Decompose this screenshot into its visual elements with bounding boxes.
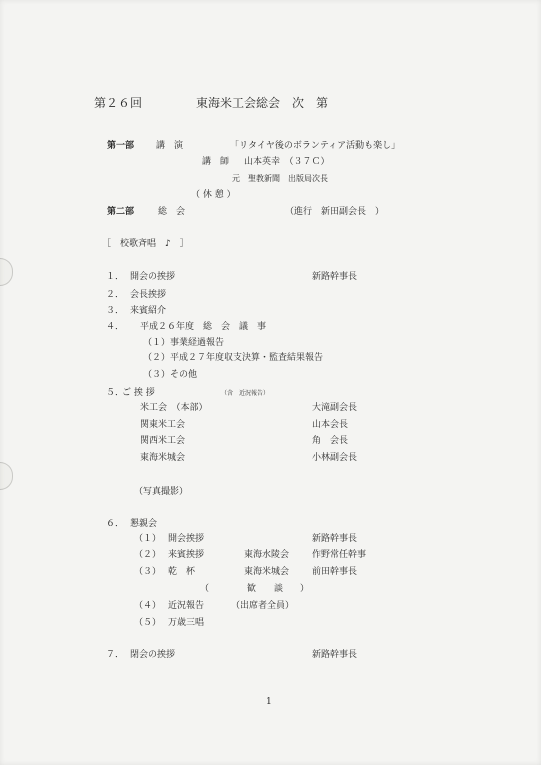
item-5-label: ご 挨 拶	[122, 388, 155, 398]
document-title: 東海米工会総会 次 第	[196, 96, 329, 110]
lecture-title: 「リタイヤ後のボランティア活動も楽し」	[230, 141, 401, 151]
item-1-person: 新路幹事長	[312, 272, 358, 282]
party-label-1: 開会挨拶	[168, 534, 205, 544]
party-num-3: （３）	[134, 567, 162, 577]
item-6-number: ６．	[106, 519, 125, 529]
item-2-number: ２．	[106, 290, 125, 300]
greeting-person-3: 角 会長	[312, 436, 349, 446]
speaker-label: 講 師	[202, 157, 230, 167]
party-label-2: 来賓挨拶	[168, 550, 205, 560]
party-label-3: 乾 杯	[168, 567, 196, 577]
break-note: （ 休 憩 ）	[191, 190, 236, 200]
photo-note: （写真撮影）	[134, 487, 189, 497]
punch-hole-bottom	[0, 462, 13, 490]
part2-kind: 総 会	[158, 207, 186, 217]
part1-kind: 講 演	[156, 141, 184, 151]
party-num-1: （１）	[134, 534, 162, 544]
part2-label: 第二部	[107, 207, 135, 217]
greeting-person-1: 大滝副会長	[312, 403, 358, 413]
kandan-label: 歓 談	[247, 584, 284, 594]
session-number: 第２６回	[94, 96, 143, 110]
party-org-2: 東海水陵会	[244, 550, 290, 560]
party-org-3: 東海米城会	[244, 567, 290, 577]
party-label-4: 近況報告	[168, 601, 205, 611]
speaker-title: 元 聖教新聞 出版局次長	[232, 174, 328, 183]
speaker-name: 山本英幸 （３７Ｃ）	[244, 157, 330, 167]
item-7-number: ７．	[106, 650, 125, 660]
item-3-number: ３．	[106, 306, 125, 316]
party-person-3: 前田幹事長	[312, 567, 358, 577]
kandan-open-paren: （	[200, 584, 210, 594]
kandan-close-paren: ）	[300, 584, 310, 594]
party-note-4: （出席者全員）	[231, 601, 295, 611]
part1-label: 第一部	[107, 141, 135, 151]
greeting-person-4: 小林副会長	[312, 453, 358, 463]
item-5-note: （含 近況報告）	[221, 390, 270, 397]
item-7-person: 新路幹事長	[312, 650, 358, 660]
greeting-org-1: 米工会 （本部）	[140, 403, 208, 413]
item-7-label: 閉会の挨拶	[130, 650, 176, 660]
item-4-label: 平成２６年度 総 会 議 事	[140, 322, 267, 332]
item-3-label: 来賓紹介	[130, 306, 167, 316]
item-4-sub-2: （２）平成２７年度収支決算・監査結果報告	[143, 353, 324, 363]
item-4-sub-1: （１）事業経過報告	[143, 338, 225, 348]
party-num-4: （４）	[134, 601, 162, 611]
page-number: 1	[266, 697, 272, 707]
item-1-label: 開会の挨拶	[130, 272, 176, 282]
greeting-person-2: 山本会長	[312, 420, 349, 430]
punch-hole-top	[0, 258, 13, 286]
party-person-2: 作野常任幹事	[312, 550, 367, 560]
item-1-number: １．	[106, 272, 125, 282]
party-num-5: （５）	[134, 618, 162, 628]
greeting-org-2: 関東米工会	[140, 420, 186, 430]
greeting-org-4: 東海米城会	[140, 453, 186, 463]
item-5-number: ５．	[106, 388, 125, 398]
greeting-org-3: 関西米工会	[140, 436, 186, 446]
item-2-label: 会長挨拶	[130, 290, 167, 300]
item-4-sub-3: （３）その他	[143, 370, 198, 380]
party-label-5: 万歳三唱	[168, 618, 205, 628]
party-person-1: 新路幹事長	[312, 534, 358, 544]
party-num-2: （２）	[134, 550, 162, 560]
chair-note: （進行 新田副会長 ）	[285, 207, 385, 217]
school-song: ［ 校歌斉唱 ♪ ］	[102, 239, 189, 249]
item-4-number: ４．	[106, 322, 125, 332]
item-6-label: 懇親会	[130, 519, 158, 529]
